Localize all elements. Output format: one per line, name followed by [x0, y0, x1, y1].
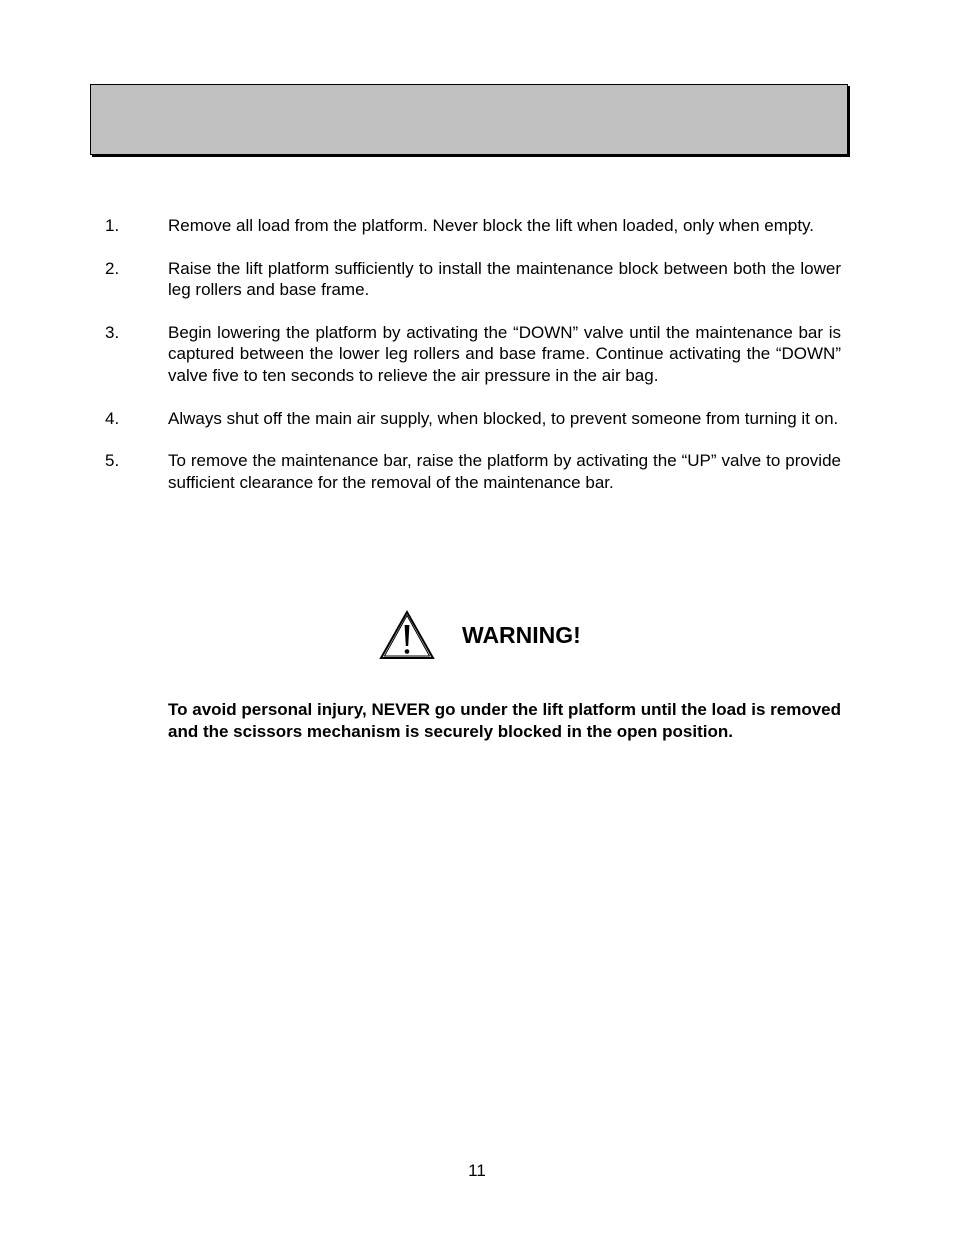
step-number: 3. — [105, 322, 120, 342]
page-number: 11 — [468, 1161, 486, 1180]
procedure-step — [0, 322, 954, 387]
procedure-steps — [0, 215, 954, 514]
step-number: 4. — [105, 408, 120, 428]
procedure-step — [0, 215, 954, 237]
step-number: 5. — [105, 451, 120, 471]
warning-heading — [378, 608, 581, 662]
procedure-step — [0, 408, 954, 430]
step-text: Raise the lift platform sufficiently to install the maintenance block between both the lower leg rollers and base frame. — [168, 258, 841, 300]
step-text: To remove the maintenance bar, raise the platform by activating the “UP” valve to provide sufficient clearance for the removal of the maintenance bar. — [168, 451, 841, 492]
warning-triangle-icon — [378, 608, 436, 662]
procedure-step — [0, 450, 954, 493]
step-number: 2. — [105, 258, 120, 278]
warning-title: WARNING! — [462, 622, 581, 648]
section-header-bar — [90, 84, 848, 155]
step-number: 1. — [105, 216, 120, 235]
step-text: Begin lowering the platform by activating the “DOWN” valve until the maintenance bar is captured between the lower leg rollers and base frame. Continue activating the “DOWN” valve five to ten seconds to relieve the air pressure in the air bag. — [168, 322, 841, 385]
step-text: Remove all load from the platform. Never block the lift when loaded, only when empty. — [168, 216, 814, 235]
step-text: Always shut off the main air supply, when blocked, to prevent someone from turning it on. — [168, 408, 839, 428]
warning-text: To avoid personal injury, NEVER go under the lift platform until the load is removed and the scissors mechanism is securely blocked in the open position. — [168, 700, 841, 741]
procedure-step — [0, 258, 954, 301]
